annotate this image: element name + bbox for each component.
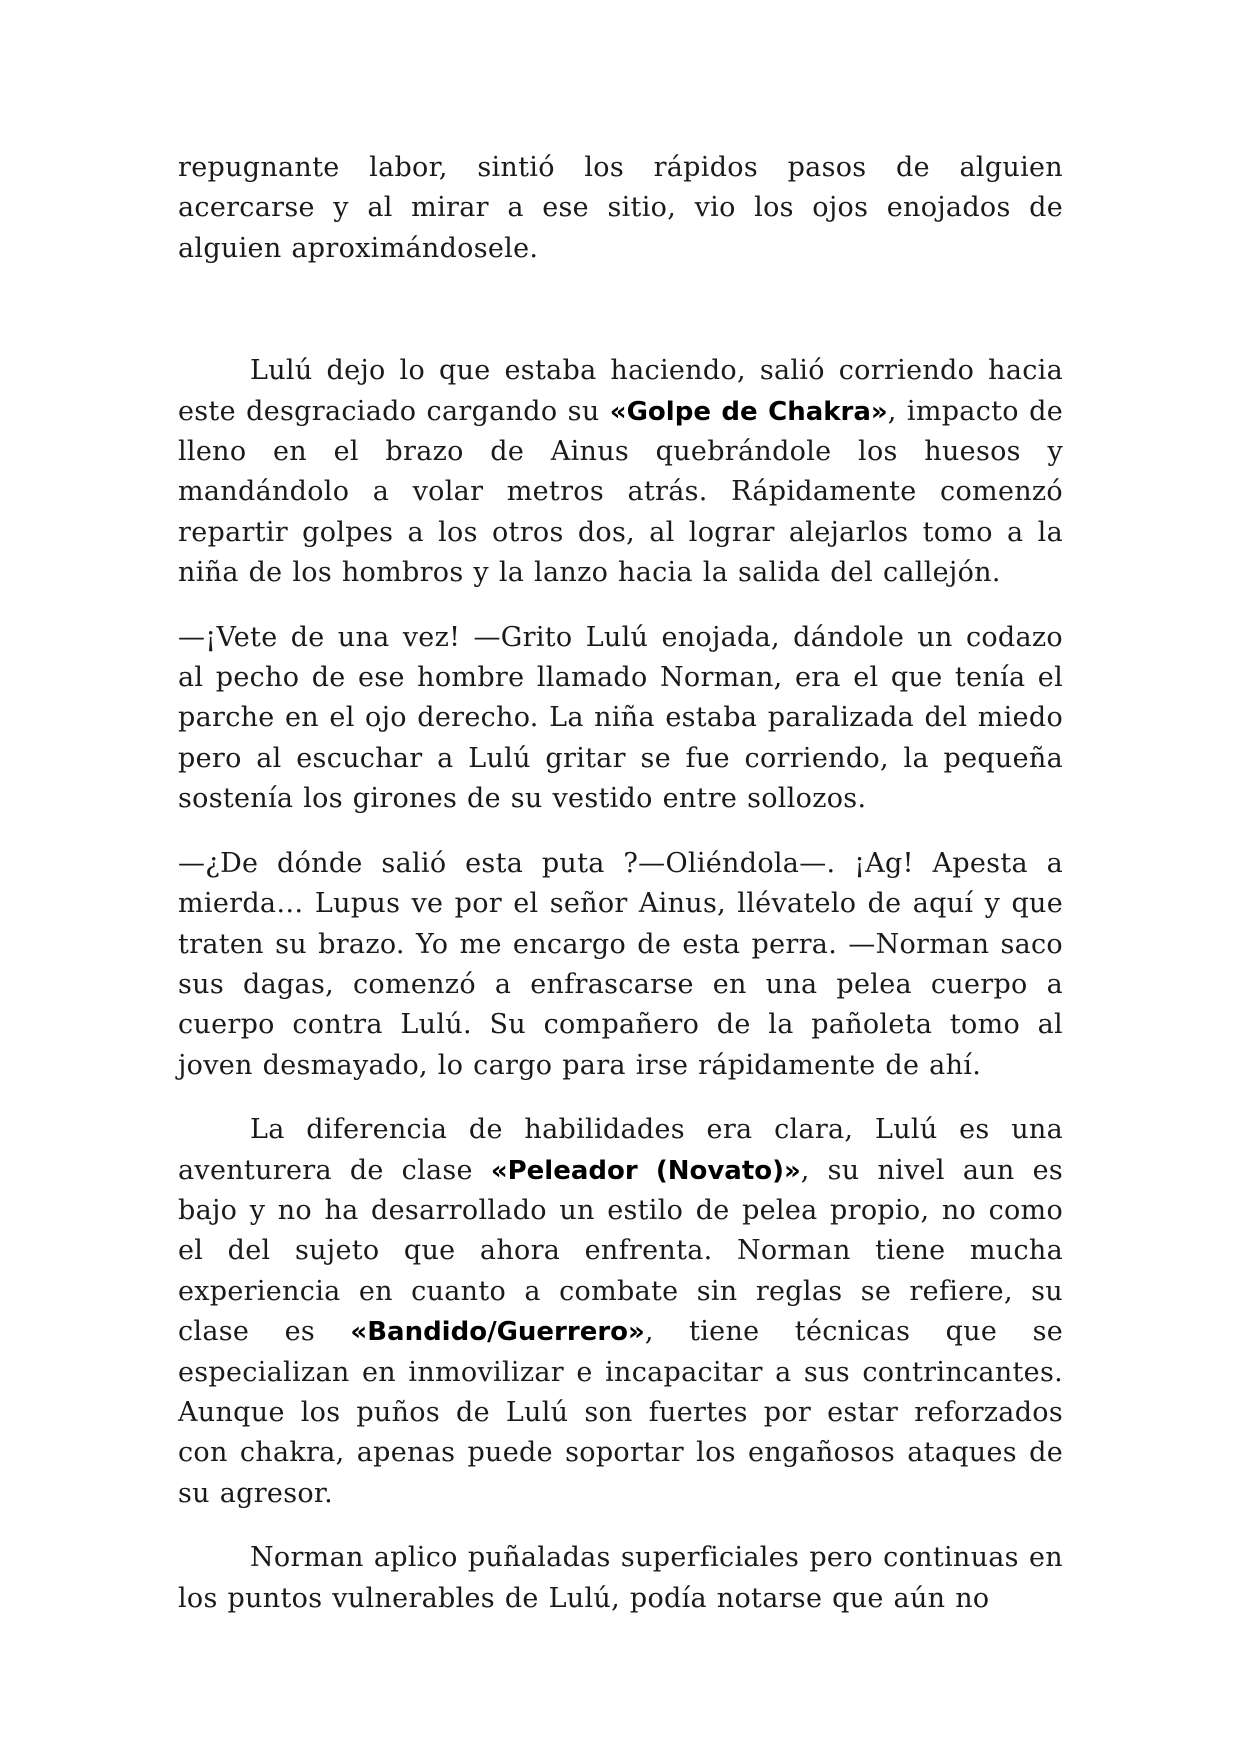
document-page [178,148,1063,1619]
paragraph-text: repugnante labor, sintió los rápidos pasos de alguien acercarse y al mirar a ese sitio, vio los ojos enojados de alguien aproximándosele. [178,152,1063,264]
paragraph-3 [178,618,1063,820]
paragraph-text: , impacto de lleno en el brazo de Ainus quebrándole los huesos y mandándolo a volar metros atrás. Rápidamente comenzó repartir golpes a los otros dos, al lograr alejarlos tomo a la niña de los hombros y la lanzo hacia la salida del callejón. [178,395,1063,589]
dialogue-text: —¡Vete de una vez! —Grito Lulú enojada, dándole un codazo al pecho de ese hombre llamado Norman, era el que tenía el parche en el ojo derecho. La niña estaba paralizada del miedo pero al escuchar a Lulú gritar se fue corriendo, la pequeña sostenía los girones de su vestido entre sollozos. [178,621,1063,815]
paragraph-text: , su nivel aun es bajo y no ha desarrollado un estilo de pelea propio, no como el del sujeto que ahora enfrenta. Norman tiene mucha experiencia en cuanto a combate sin reglas se refiere, su clase es [178,1154,1063,1348]
skill-term-golpe-de-chakra: «Golpe de Chakra» [609,396,888,427]
class-term-bandido-guerrero: «Bandido/Guerrero» [350,1317,645,1348]
paragraph-text: Norman aplico puñaladas superficiales pero continuas en los puntos vulnerables de Lulú, podía notarse que aún no [178,1542,1063,1614]
paragraph-1 [178,148,1063,269]
paragraph-text: La diferencia de habilidades era clara, Lulú es una aventurera de clase [178,1114,1063,1186]
class-term-peleador-novato: «Peleador (Novato)» [490,1155,801,1186]
paragraph-text: , tiene técnicas que se especializan en inmovilizar e incapacitar a sus contrincantes. Aunque los puños de Lulú son fuertes por estar reforzados con chakra, apenas puede soportar los engañosos ataques de su agresor. [178,1316,1064,1509]
paragraph-5 [178,1110,1063,1514]
paragraph-4 [178,844,1063,1086]
paragraph-text: Lulú dejo lo que estaba haciendo, salió corriendo hacia este desgraciado cargando su [178,355,1063,427]
paragraph-2 [178,351,1063,593]
paragraph-6 [178,1538,1063,1619]
dialogue-text: —¿De dónde salió esta puta ?—Oliéndola—. ¡Ag! Apesta a mierda… Lupus ve por el señor Ainus, llévatelo de aquí y que traten su brazo. Yo me encargo de esta perra. —Norman saco sus dagas, comenzó a enfrascarse en una pelea cuerpo a cuerpo contra Lulú. Su compañero de la pañoleta tomo al joven desmayado, lo cargo para irse rápidamente de ahí. [178,847,1063,1081]
